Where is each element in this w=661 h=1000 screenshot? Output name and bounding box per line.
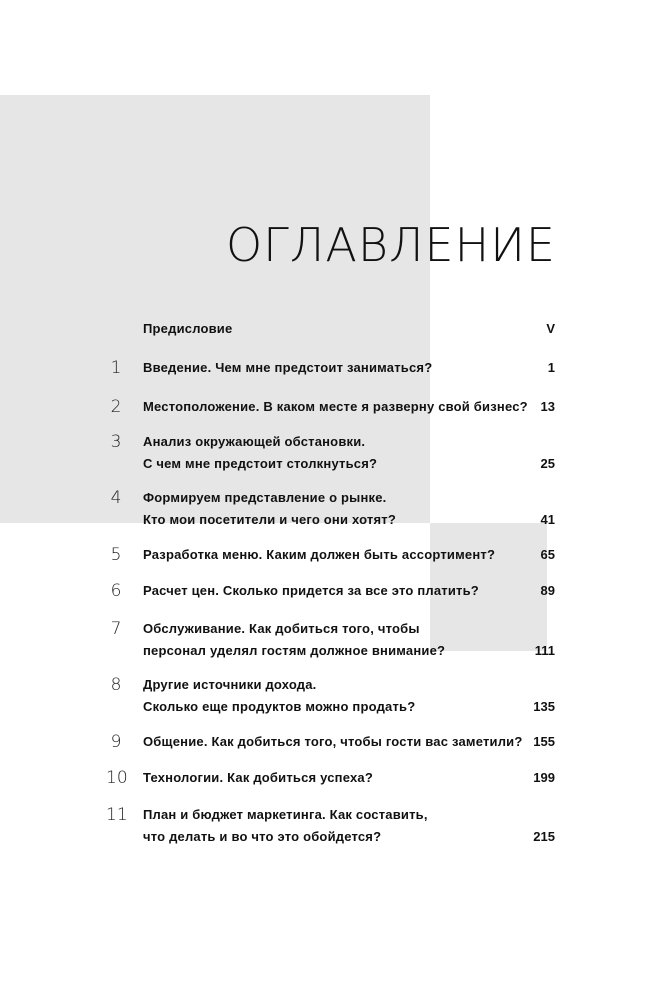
chapter-title-line: Сколько еще продуктов можно продать? — [143, 699, 416, 714]
chapter-title — [143, 804, 523, 848]
chapter-number: 9 — [110, 732, 122, 752]
page-number: 89 — [540, 583, 555, 598]
chapter-number: 5 — [110, 545, 122, 565]
page-number: 41 — [540, 512, 555, 527]
page-number: 1 — [547, 360, 555, 375]
chapter-title-line: Расчет цен. Сколько придется за все это платить? — [143, 583, 479, 598]
page-number: 135 — [533, 699, 555, 714]
chapter-number: 7 — [110, 619, 122, 639]
chapter-title-line: Другие источники дохода. — [143, 677, 317, 692]
chapter-title-line: Обслуживание. Как добиться того, чтобы — [143, 621, 420, 636]
page-number: 65 — [540, 547, 555, 562]
chapter-number: 2 — [110, 397, 122, 417]
chapter-number: 8 — [110, 675, 122, 695]
chapter-title — [143, 731, 523, 753]
chapter-title — [143, 767, 523, 789]
chapter-title-line: Формируем представление о рынке. — [143, 490, 387, 505]
chapter-title — [143, 396, 528, 418]
chapter-number: 4 — [110, 488, 122, 508]
chapter-title-line: Технологии. Как добиться успеха? — [143, 770, 373, 785]
chapter-title — [143, 431, 523, 475]
chapter-title — [143, 487, 523, 531]
chapter-number: 11 — [106, 805, 128, 825]
chapter-title-line: План и бюджет маркетинга. Как составить, — [143, 807, 428, 822]
chapter-number: 1 — [110, 358, 122, 378]
page-number: 13 — [540, 399, 555, 414]
chapter-title-line: Разработка меню. Каким должен быть ассортимент? — [143, 547, 496, 562]
chapter-title — [143, 318, 523, 340]
page-number: 199 — [533, 770, 555, 785]
chapter-title — [143, 357, 523, 379]
chapter-title-line: Анализ окружающей обстановки. — [143, 434, 366, 449]
page-number: 215 — [533, 829, 555, 844]
chapter-title-line: Введение. Чем мне предстоит заниматься? — [143, 360, 433, 375]
chapter-number: 10 — [106, 768, 128, 788]
chapter-title-line: персонал уделял гостям должное внимание? — [143, 643, 446, 658]
page-number: 155 — [533, 734, 555, 749]
page-number: V — [546, 321, 555, 336]
chapter-title — [143, 674, 523, 718]
page-title: ОГЛАВЛЕНИЕ — [225, 218, 556, 272]
chapter-number: 3 — [110, 432, 122, 452]
chapter-title — [143, 618, 523, 662]
chapter-title — [143, 580, 523, 602]
page-number: 25 — [540, 456, 555, 471]
chapter-title-line: Предисловие — [143, 321, 233, 336]
chapter-title-line: Кто мои посетители и чего они хотят? — [143, 512, 396, 527]
chapter-title-line: С чем мне предстоит столкнуться? — [143, 456, 378, 471]
chapter-title-line: что делать и во что это обойдется? — [143, 829, 382, 844]
chapter-title-line: Общение. Как добиться того, чтобы гости вас заметили? — [143, 734, 523, 749]
chapter-title-line: Местоположение. В каком месте я разверну свой бизнес? — [143, 399, 528, 414]
page-number: 111 — [534, 643, 555, 658]
chapter-title — [143, 544, 523, 566]
chapter-number: 6 — [110, 581, 122, 601]
